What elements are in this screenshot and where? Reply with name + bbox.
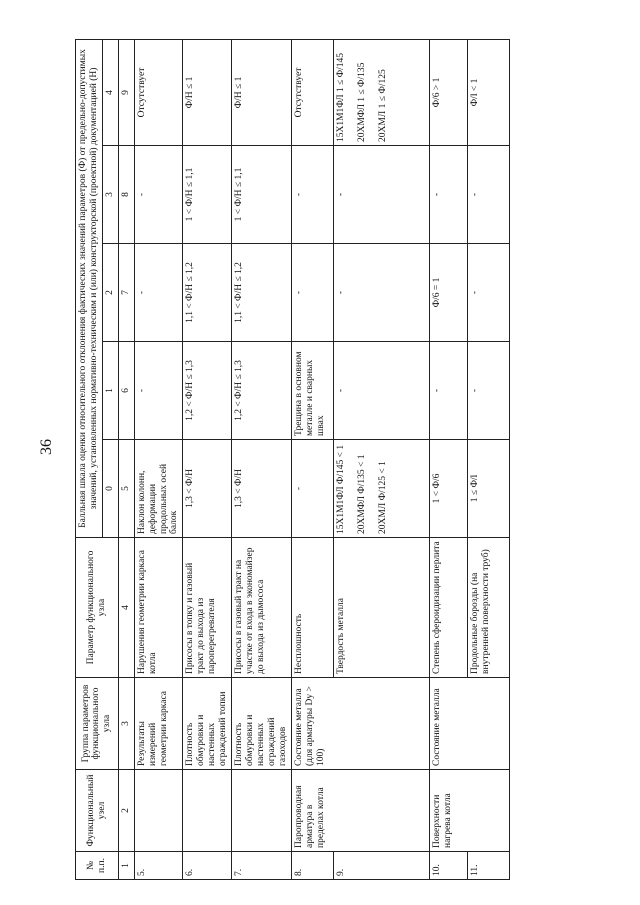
colnum: 7 (118, 244, 134, 342)
row-score-1: 1,2 < Ф/Н ≤ 1,3 (183, 342, 232, 440)
row-group: Плотность обмуровки и настенных ограждений газоходов (232, 678, 292, 770)
row-node: Поверхности нагрева котла (430, 770, 510, 852)
colnum: 6 (118, 342, 134, 440)
evaluation-table (75, 39, 510, 880)
row-score-4: Отсутствует (292, 39, 334, 145)
colnum: 9 (118, 39, 134, 145)
colnum: 8 (118, 146, 134, 244)
hardness-4-20xmfl: 20ХМФЛ 1 ≤ Ф/135 (356, 62, 367, 142)
table-row (183, 39, 232, 879)
header-node: Функциональный узел (76, 770, 119, 852)
row-score-3: - (292, 146, 334, 244)
score-4: 4 (102, 39, 118, 145)
row-score-1: - (134, 342, 183, 440)
row-score-2: Ф/6 = 1 (430, 244, 468, 342)
header-param: Параметр функционального узла (76, 538, 119, 678)
row-score-0: 1 < Ф/6 (430, 440, 468, 538)
row-score-2: - (292, 244, 334, 342)
row-param: Присосы в топку и газовый тракт до выхода из пароперегревателя (183, 538, 232, 678)
row-group: Результаты измерений геометрии каркаса (134, 678, 183, 770)
row-score-4: Ф/l < 1 (468, 39, 510, 145)
row-score-0: 1,3 < Ф/Н (232, 440, 292, 538)
row-group: Состояние металла (для арматуры Dy > 100) (292, 678, 430, 770)
row-score-1: - (334, 342, 430, 440)
row-score-2: 1,1 < Ф/Н ≤ 1,2 (183, 244, 232, 342)
hardness-0-20xml: 20ХМЛ Ф/125 < 1 (377, 461, 388, 534)
hardness-0-15x1m1fl: 15Х1М1ФЛ Ф/145 < 1 (336, 444, 347, 534)
row-num: 9. (334, 852, 430, 880)
score-3: 3 (102, 146, 118, 244)
table-row (232, 39, 292, 879)
rotated-table-container (75, 40, 630, 880)
hardness-4-20xml: 20ХМЛ 1 ≤ Ф/125 (377, 69, 388, 142)
row-num: 10. (430, 852, 468, 880)
colnum: 2 (118, 770, 134, 852)
row-score-0: Наклон колонн, деформации продольных осей балок (134, 440, 183, 538)
row-score-4: Отсутствует (134, 39, 183, 145)
score-1: 1 (102, 342, 118, 440)
row-score-0: - (292, 440, 334, 538)
header-group: Группа параметров функционального узла (76, 678, 119, 770)
row-num: 6. (183, 852, 232, 880)
colnum: 3 (118, 678, 134, 770)
row-score-0: 1,3 < Ф/Н (183, 440, 232, 538)
row-group: Состояние металла (430, 678, 510, 770)
row-score-2: - (468, 244, 510, 342)
row-score-3: 1 < Ф/Н ≤ 1,1 (183, 146, 232, 244)
row-score-4: Ф/Н ≤ 1 (232, 39, 292, 145)
row-score-3: 1 < Ф/Н ≤ 1,1 (232, 146, 292, 244)
row-score-4 (334, 39, 430, 145)
row-score-0: 1 ≤ Ф/l (468, 440, 510, 538)
row-score-2: 1,1 < Ф/Н ≤ 1,2 (232, 244, 292, 342)
row-score-1: Трещина в основном металле и сварных швах (292, 342, 334, 440)
row-param: Продольные борозды (на внутренней поверхности труб) (468, 538, 510, 678)
row-score-1: 1,2 < Ф/Н ≤ 1,3 (232, 342, 292, 440)
header-scale: Балльная шкала оценки относительного отклонения фактических значений параметров (Ф) от предельно-допустимых значений, установленных нормативно-техническим и (или) конструкторской (проектной) документацией (Н) (76, 39, 103, 537)
table-row (292, 39, 334, 879)
hardness-0-20xmfl: 20ХМФЛ Ф/135 < 1 (356, 454, 367, 534)
row-param: Присосы в газовый тракт на участке от входа в экономайзер до выхода из дымососа (232, 538, 292, 678)
row-group: Плотность обмуровки и настенных ограждений топки (183, 678, 232, 770)
header-num: № п.п. (76, 852, 119, 880)
row-param: Несплошность (292, 538, 334, 678)
row-node: Паропроводная арматура в пределах котла (292, 770, 430, 852)
table-row (134, 39, 183, 879)
header-row (76, 39, 103, 879)
row-score-3: - (134, 146, 183, 244)
row-score-4: Ф/6 > 1 (430, 39, 468, 145)
hardness-4-15x1m1fl: 15Х1М1ФЛ 1 ≤ Ф/145 (336, 52, 347, 142)
row-param: Твердость металла (334, 538, 430, 678)
row-node (232, 770, 292, 852)
row-num: 5. (134, 852, 183, 880)
row-score-3: - (430, 146, 468, 244)
row-score-2: - (134, 244, 183, 342)
row-num: 8. (292, 852, 334, 880)
row-num: 7. (232, 852, 292, 880)
row-param: Нарушения геометрии каркаса котла (134, 538, 183, 678)
page-number: 36 (38, 439, 55, 455)
row-num: 11. (468, 852, 510, 880)
score-2: 2 (102, 244, 118, 342)
row-node (134, 770, 183, 852)
row-score-3: - (468, 146, 510, 244)
row-score-1: - (430, 342, 468, 440)
row-score-4: Ф/Н ≤ 1 (183, 39, 232, 145)
colnum: 5 (118, 440, 134, 538)
row-score-1: - (468, 342, 510, 440)
row-score-2: - (334, 244, 430, 342)
colnum: 4 (118, 538, 134, 678)
row-node (183, 770, 232, 852)
table-row (430, 39, 468, 879)
colnum: 1 (118, 852, 134, 880)
score-0: 0 (102, 440, 118, 538)
column-number-row (118, 39, 134, 879)
row-param: Степень сфероидизации перлита (430, 538, 468, 678)
row-score-0 (334, 440, 430, 538)
row-score-3: - (334, 146, 430, 244)
